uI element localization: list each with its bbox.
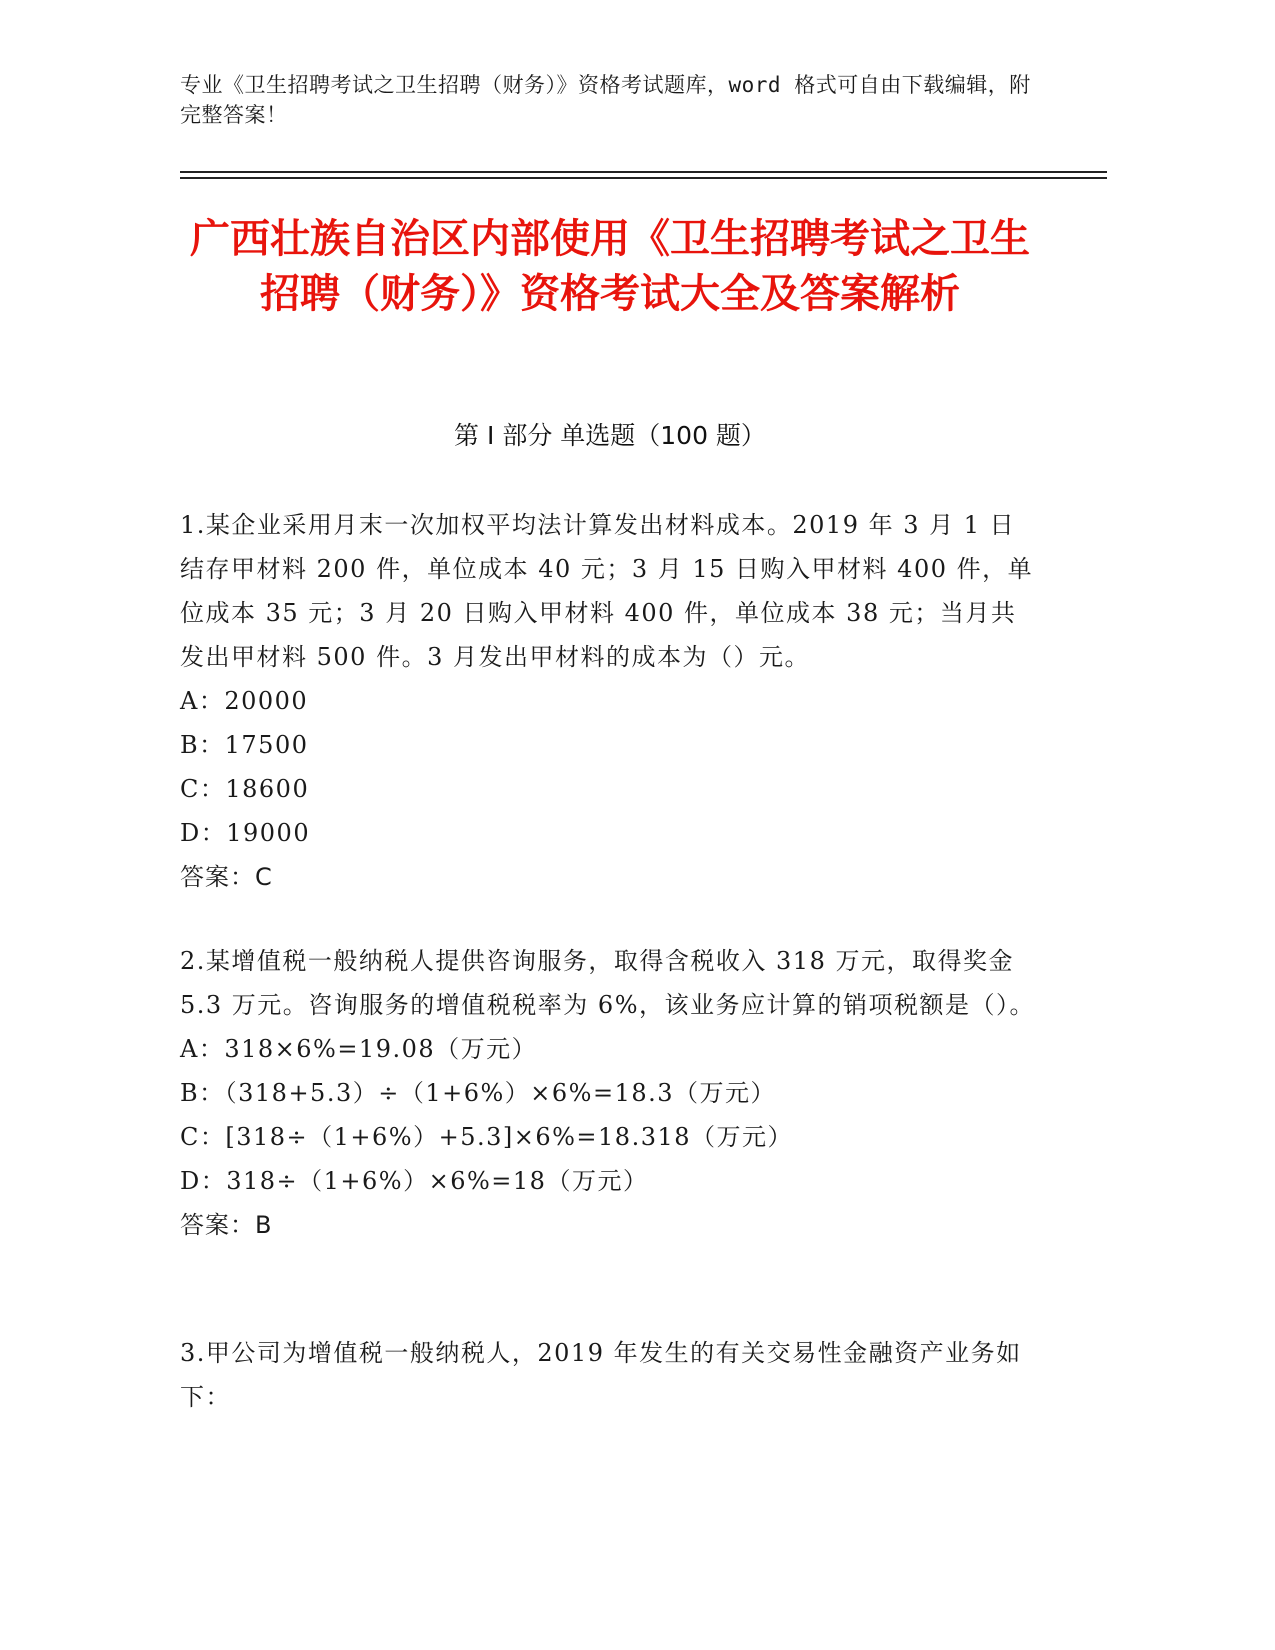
question-1-option-a: A：20000 (180, 687, 309, 715)
question-2-answer: 答案：B (180, 1211, 273, 1239)
header-divider-bottom (180, 177, 1107, 179)
question-1-option-c: C：18600 (180, 775, 310, 803)
question-1 (180, 503, 1040, 899)
document-title: 广西壮族自治区内部使用《卫生招聘考试之卫生招聘（财务）》资格考试大全及答案解析 (190, 216, 1030, 317)
question-2-option-d: D：318÷（1+6%）×6%=18（万元） (180, 1167, 649, 1195)
question-3-stem: 3.甲公司为增值税一般纳税人，2019 年发生的有关交易性金融资产业务如下： (180, 1339, 1022, 1411)
question-1-stem: 1.某企业采用月末一次加权平均法计算发出材料成本。2019 年 3 月 1 日结存甲材料 200 件，单位成本 40 元；3 月 15 日购入甲材料 400 件，单位成本 35 元；3 月 20 日购入甲材料 400 件，单位成本 38 元；当月共发出甲材料 500 件。3 月发出甲材料的成本为（）元。 (180, 511, 1034, 671)
question-2 (180, 939, 1040, 1247)
question-2-stem: 2.某增值税一般纳税人提供咨询服务，取得含税收入 318 万元，取得奖金 5.3 万元。咨询服务的增值税税率为 6%，该业务应计算的销项税额是（）。 (180, 947, 1035, 1019)
header-note: 专业《卫生招聘考试之卫生招聘（财务）》资格考试题库，word 格式可自由下载编辑，附完整答案！ (180, 73, 1031, 127)
question-2-option-a: A：318×6%=19.08（万元） (180, 1035, 538, 1063)
question-3 (180, 1331, 1040, 1419)
section-title: 第 I 部分 单选题（100 题） (454, 421, 766, 450)
question-2-option-b: B：（318+5.3）÷（1+6%）×6%=18.3（万元） (180, 1079, 777, 1107)
question-1-option-d: D：19000 (180, 819, 311, 847)
question-2-option-c: C：[318÷（1+6%）+5.3]×6%=18.318（万元） (180, 1123, 794, 1151)
header-divider-top (180, 171, 1107, 173)
question-1-option-b: B：17500 (180, 731, 309, 759)
question-1-answer: 答案：C (180, 863, 273, 891)
